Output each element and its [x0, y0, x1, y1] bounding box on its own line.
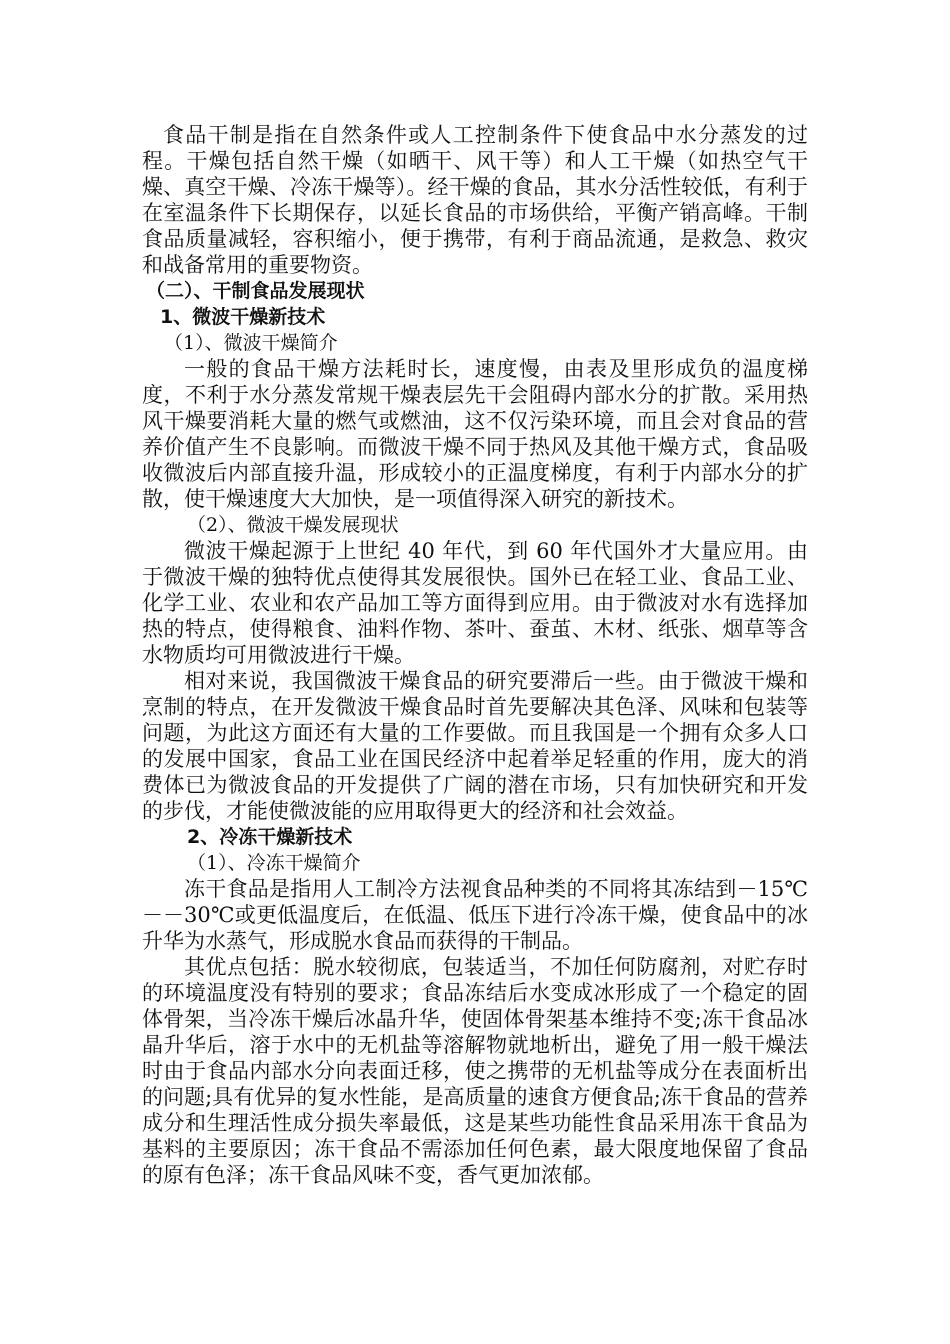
microwave-intro-paragraph: 一般的食品干燥方法耗时长，速度慢，由表及里形成负的温度梯度，不利于水分蒸发常规干燥表层先干会阻碍内部水分的扩散。采用热风干燥要消耗大量的燃气或燃油，这不仅污染环境，而且会对食品的营养价值产生不良影响。而微波干燥不同于热风及其他干燥方式，食品吸收微波后内部直接升温，形成较小的正温度梯度，有利于内部水分的扩散，使干燥速度大大加快，是一项值得深入研究的新技术。 [142, 357, 808, 511]
subsection-title-microwave: 1、微波干燥新技术 [160, 306, 326, 328]
microwave-status-paragraph-1: 微波干燥起源于上世纪 40 年代，到 60 年代国外才大量应用。由于微波干燥的独特优点使得其发展很快。国外已在轻工业、食品工业、化学工业、农业和农产品加工等方面得到应用。由于微波对水有选择加热的特点，使得粮食、油料作物、茶叶、蚕茧、木材、纸张、烟草等含水物质均可用微波进行干燥。 [142, 539, 808, 667]
document-body [142, 122, 808, 1188]
section-title: （二）、干制食品发展现状 [146, 280, 365, 302]
microwave-intro-title: （1）、微波干燥简介 [164, 332, 338, 354]
microwave-status-title: （2）、微波干燥发展现状 [187, 514, 399, 536]
freeze-drying-intro-title: （1）、冷冻干燥简介 [187, 852, 361, 874]
microwave-status-paragraph-2: 相对来说，我国微波干燥食品的研究要滞后一些。由于微波干燥和烹制的特点，在开发微波干燥食品时首先要解决其色泽、风味和包装等问题，为此这方面还有大量的工作要做。而且我国是一个拥有众多人口的发展中国家，食品工业在国民经济中起着举足轻重的作用，庞大的消费体已为微波食品的开发提供了广阔的潜在市场，只有加快研究和开发的步伐，才能使微波能的应用取得更大的经济和社会效益。 [142, 669, 808, 823]
intro-paragraph: 食品干制是指在自然条件或人工控制条件下使食品中水分蒸发的过程。干燥包括自然干燥（如晒干、风干等）和人工干燥（如热空气干燥、真空干燥、冷冻干燥等）。经干燥的食品，其水分活性较低，有利于在室温条件下长期保存，以延长食品的市场供给，平衡产销高峰。干制食品质量减轻，容积缩小，便于携带，有利于商品流通，是救急、救灾和战备常用的重要物资。 [142, 123, 808, 277]
subsection-title-freeze-drying: 2、冷冻干燥新技术 [187, 826, 353, 848]
freeze-drying-paragraph-2: 其优点包括：脱水较彻底，包装适当，不加任何防腐剂，对贮存时的环境温度没有特别的要求；食品冻结后水变成冰形成了一个稳定的固体骨架，当冷冻干燥后冰晶升华，使固体骨架基本维持不变;冻干食品冰晶升华后，溶于水中的无机盐等溶解物就地析出，避免了用一般干燥法时由于食品内部水分向表面迁移，使之携带的无机盐等成分在表面析出的问题;具有优异的复水性能，是高质量的速食方便食品;冻干食品的营养成分和生理活性成分损失率最低，这是某些功能性食品采用冻干食品为基料的主要原因；冻干食品不需添加任何色素，最大限度地保留了食品的原有色泽；冻干食品风味不变，香气更加浓郁。 [142, 955, 808, 1187]
freeze-drying-paragraph-1: 冻干食品是指用人工制冷方法视食品种类的不同将其冻结到－15℃－－30℃或更低温度后，在低温、低压下进行冷冻干燥，使食品中的冰升华为水蒸气，形成脱水食品而获得的干制品。 [142, 877, 808, 953]
